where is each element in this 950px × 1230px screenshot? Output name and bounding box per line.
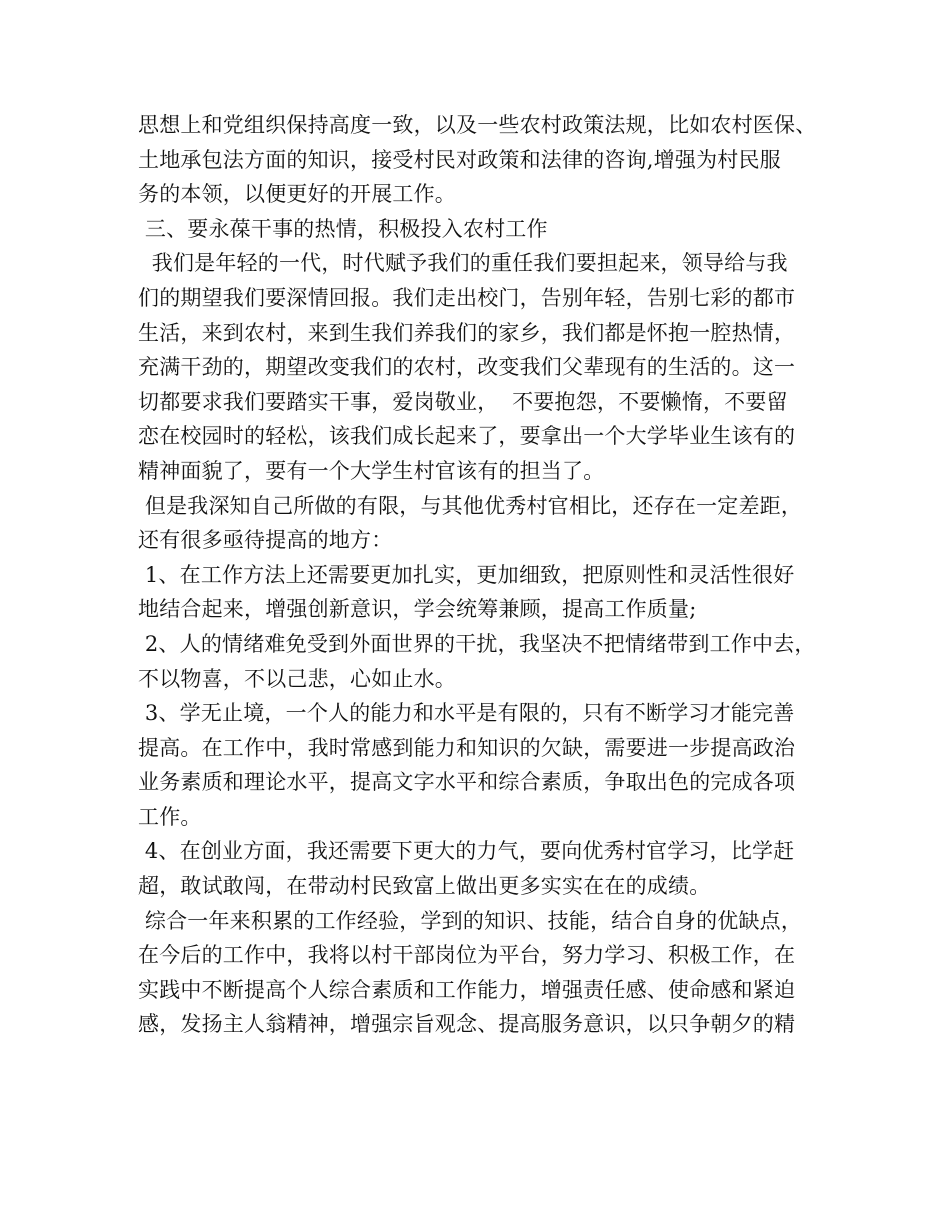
text-line: 生活，来到农村，来到生我们养我们的家乡，我们都是怀抱一腔热情， bbox=[138, 320, 796, 345]
list-item-line: 1、在工作方法上还需要更加扎实，更加细致，把原则性和灵活性很好 bbox=[138, 562, 795, 587]
text-line: 充满干劲的，期望改变我们的农村，改变我们父辈现有的生活的。这一 bbox=[138, 355, 796, 380]
list-item-line: 地结合起来，增强创新意识，学会统筹兼顾，提高工作质量; bbox=[138, 597, 697, 622]
text-line: 土地承包法方面的知识，接受村民对政策和法律的咨询,增强为村民服 bbox=[138, 147, 781, 172]
text-line: 综合一年来积累的工作经验，学到的知识、技能，结合自身的优缺点， bbox=[138, 908, 803, 933]
text-line: 们的期望我们要深情回报。我们走出校门，告别年轻，告别七彩的都市 bbox=[138, 285, 796, 310]
list-item-line: 超，敢试敢闯，在带动村民致富上做出更多实实在在的成绩。 bbox=[138, 874, 711, 899]
text-line: 实践中不断提高个人综合素质和工作能力，增强责任感、使命感和紧迫 bbox=[138, 977, 796, 1002]
text-line: 但是我深知自己所做的有限，与其他优秀村官相比，还存在一定差距， bbox=[138, 493, 803, 518]
document-page bbox=[138, 108, 828, 1042]
text-line: 我们是年轻的一代，时代赋予我们的重任我们要担起来，领导给与我 bbox=[138, 251, 788, 276]
text-line: 精神面貌了，要有一个大学生村官该有的担当了。 bbox=[138, 458, 605, 483]
list-item-line: 提高。在工作中，我时常感到能力和知识的欠缺，需要进一步提高政治 bbox=[138, 735, 796, 760]
section-heading: 三、要永葆干事的热情，积极投入农村工作 bbox=[138, 216, 548, 241]
text-line: 恋在校园时的轻松，该我们成长起来了，要拿出一个大学毕业生该有的 bbox=[138, 424, 796, 449]
text-line: 感，发扬主人翁精神，增强宗旨观念、提高服务意识，以只争朝夕的精 bbox=[138, 1012, 796, 1037]
list-item-line: 4、在创业方面，我还需要下更大的力气，要向优秀村官学习，比学赶 bbox=[138, 839, 795, 864]
text-line: 切都要求我们要踏实干事，爱岗敬业， 不要抱怨，不要懒惰，不要留 bbox=[138, 389, 788, 414]
text-line: 思想上和党组织保持高度一致，以及一些农村政策法规，比如农村医保、 bbox=[138, 113, 817, 137]
list-item-line: 3、学无止境，一个人的能力和水平是有限的，只有不断学习才能完善 bbox=[138, 701, 795, 726]
text-line: 还有很多亟待提高的地方： bbox=[138, 528, 393, 553]
list-item-line: 业务素质和理论水平，提高文字水平和综合素质，争取出色的完成各项 bbox=[138, 770, 796, 795]
text-line: 务的本领，以便更好的开展工作。 bbox=[138, 182, 456, 207]
text-line: 在今后的工作中，我将以村干部岗位为平台，努力学习、积极工作，在 bbox=[138, 943, 796, 968]
list-item-line: 不以物喜，不以己悲，心如止水。 bbox=[138, 666, 456, 691]
list-item-line: 2、人的情绪难免受到外面世界的干扰，我坚决不把情绪带到工作中去， bbox=[138, 631, 816, 656]
list-item-line: 工作。 bbox=[138, 804, 202, 829]
